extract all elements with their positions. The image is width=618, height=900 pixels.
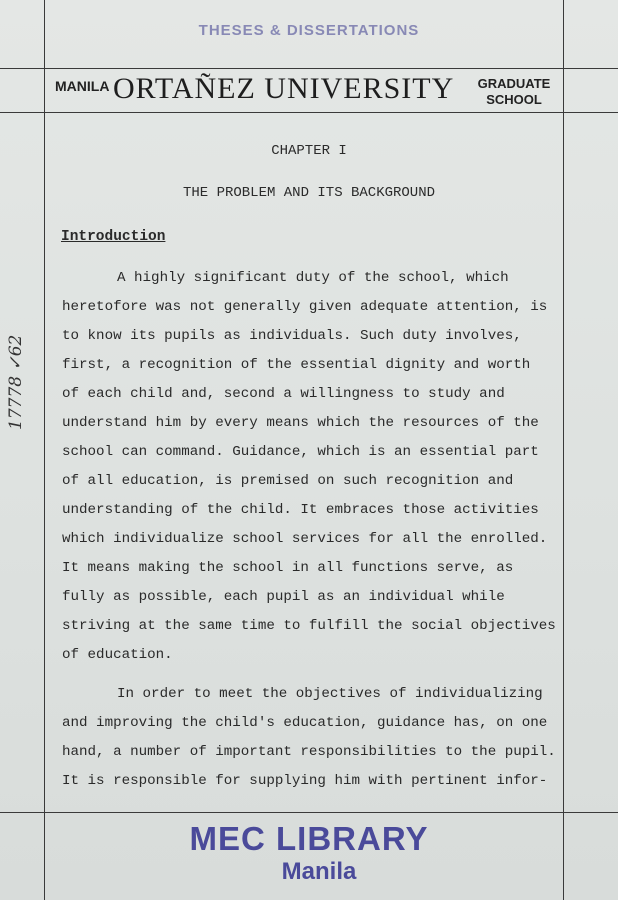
paragraph-line: In order to meet the objectives of individualizing bbox=[117, 686, 543, 702]
library-stamp bbox=[0, 820, 618, 886]
paragraph-2 bbox=[62, 680, 556, 796]
chapter-number: CHAPTER I bbox=[271, 143, 347, 159]
school-name bbox=[475, 76, 553, 108]
university-name: ORTAÑEZ UNIVERSITY bbox=[113, 72, 455, 105]
margin-rule-right bbox=[563, 0, 564, 900]
paragraph-1 bbox=[62, 264, 556, 670]
header-location: MANILA bbox=[55, 78, 110, 94]
footer-rule bbox=[0, 812, 618, 813]
paragraph-line: school can command. Guidance, which is an essential part bbox=[62, 444, 539, 460]
paragraph-line: striving at the same time to fulfill the social objectives bbox=[62, 618, 556, 634]
paragraph-line: first, a recognition of the essential dignity and worth bbox=[62, 357, 531, 373]
paragraph-line: It means making the school in all functions serve, as bbox=[62, 560, 514, 576]
handwritten-accession-note: 17778 ✓62 bbox=[6, 334, 26, 430]
paragraph-line: understand him by every means which the resources of the bbox=[62, 415, 539, 431]
paragraph-line: of education. bbox=[62, 647, 173, 663]
header-rule-top bbox=[0, 68, 618, 69]
paragraph-line: understanding of the child. It embraces those activities bbox=[62, 502, 539, 518]
paragraph-line: It is responsible for supplying him with pertinent infor- bbox=[62, 773, 548, 789]
theses-stamp: THESES & DISSERTATIONS bbox=[198, 22, 420, 39]
section-heading: Introduction bbox=[61, 229, 166, 245]
paragraph-line: of all education, is premised on such recognition and bbox=[62, 473, 514, 489]
paragraph-line: which individualize school services for all the enrolled. bbox=[62, 531, 548, 547]
paragraph-line: of each child and, second a willingness to study and bbox=[62, 386, 505, 402]
paragraph-line: hand, a number of important responsibilities to the pupil. bbox=[62, 744, 556, 760]
paragraph-line: fully as possible, each pupil as an individual while bbox=[62, 589, 505, 605]
school-name-line1: GRADUATE bbox=[477, 76, 551, 91]
header-rule-bottom bbox=[0, 112, 618, 113]
paragraph-line: heretofore was not generally given adequate attention, is bbox=[62, 299, 548, 315]
paragraph-line: A highly significant duty of the school, which bbox=[117, 270, 509, 286]
margin-rule-left bbox=[44, 0, 45, 900]
chapter-title: THE PROBLEM AND ITS BACKGROUND bbox=[182, 185, 436, 201]
library-stamp-city: Manila bbox=[281, 858, 357, 885]
paragraph-line: to know its pupils as individuals. Such duty involves, bbox=[62, 328, 522, 344]
school-name-line2: SCHOOL bbox=[486, 92, 542, 107]
library-stamp-name: MEC LIBRARY bbox=[189, 820, 429, 857]
paragraph-line: and improving the child's education, guidance has, on one bbox=[62, 715, 548, 731]
